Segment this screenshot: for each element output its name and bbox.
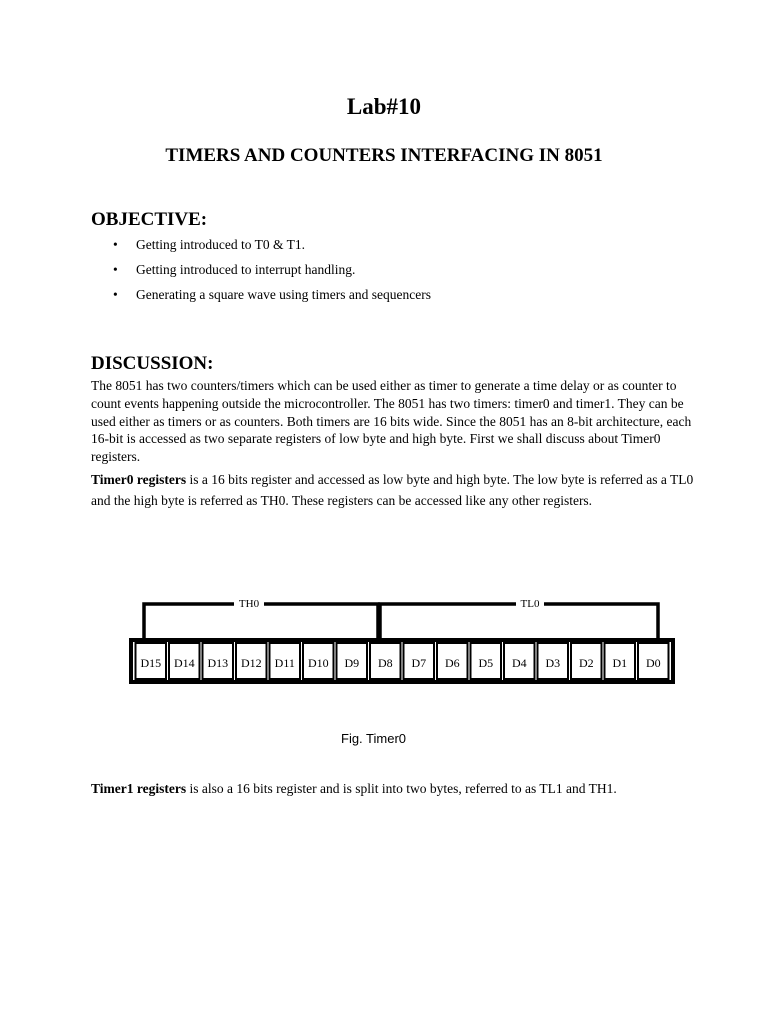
figure-caption: Fig. Timer0 [341, 731, 407, 746]
bit-label: D8 [377, 656, 393, 670]
bit-label: D4 [511, 656, 527, 670]
objective-item-text: Getting introduced to interrupt handling. [136, 262, 356, 277]
timer1-term: Timer1 registers [91, 781, 187, 796]
tl0-label: TL0 [520, 598, 540, 610]
bit-label: D9 [344, 656, 360, 670]
bit-label: D3 [545, 656, 561, 670]
bit-label: D14 [173, 656, 195, 670]
bit-label: D6 [444, 656, 460, 670]
bit-label: D12 [240, 656, 262, 670]
th0-label: TH0 [238, 598, 260, 610]
bit-label: D0 [645, 656, 661, 670]
bit-label: D13 [207, 656, 229, 670]
discussion-paragraph: The 8051 has two counters/timers which can be used either as timer to generate a time delay or as counter to count events happening outside the microcontroller. The 8051 has two timers: timer0 and timer1. They can be used either as timers or as counters. Both timers are 16 bits wide. Since the 8051 has an 8-bit architecture, each 16-bit is accessed as two separate registers of low byte and high byte. First we shall discuss about Timer0 registers. [91, 378, 692, 465]
bit-label: D7 [411, 656, 427, 670]
bullet-icon: • [113, 237, 118, 252]
objective-item-text: Getting introduced to T0 & T1. [136, 237, 305, 252]
timer1-description: is also a 16 bits register and is split into two bytes, referred to as TL1 and TH1. [186, 781, 617, 796]
bit-label: D2 [578, 656, 594, 670]
bit-label: D5 [478, 656, 494, 670]
bit-label: D11 [274, 656, 295, 670]
timer0-term: Timer0 registers [91, 472, 187, 487]
bit-label: D1 [612, 656, 628, 670]
timer1-paragraph [91, 778, 701, 799]
bullet-icon: • [113, 262, 118, 277]
document-title: TIMERS AND COUNTERS INTERFACING IN 8051 [165, 145, 603, 166]
bullet-icon: • [113, 287, 118, 302]
bit-label: D10 [307, 656, 329, 670]
objective-item-text: Generating a square wave using timers and sequencers [136, 287, 432, 302]
bit-label: D15 [140, 656, 162, 670]
objective-heading: OBJECTIVE: [91, 209, 208, 230]
discussion-heading: DISCUSSION: [91, 353, 214, 374]
byte-brackets [144, 604, 658, 640]
lab-number: Lab#10 [346, 94, 422, 119]
timer0-description: is a 16 bits register and accessed as low byte and high byte. The low byte is referred as a TL0 and the high byte is referred as TH0. These registers can be accessed like any other registers. [91, 472, 694, 508]
